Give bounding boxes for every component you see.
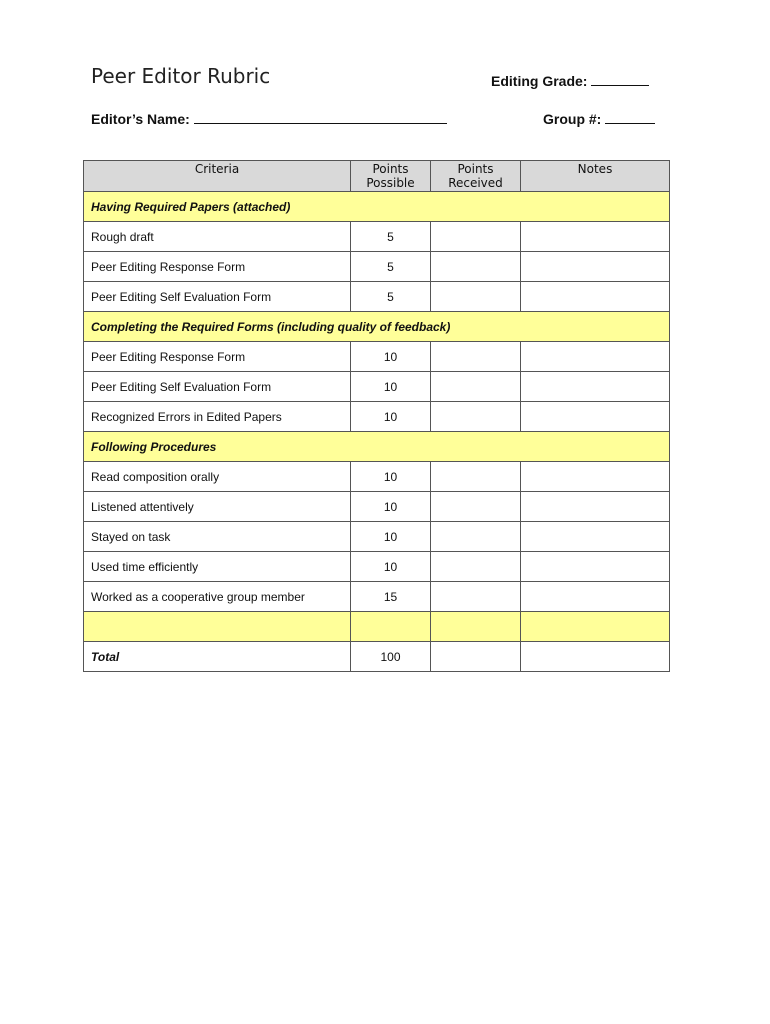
spacer-cell xyxy=(431,612,521,642)
criteria-cell: Peer Editing Response Form xyxy=(84,252,351,282)
section-row xyxy=(84,432,670,462)
notes-cell[interactable] xyxy=(521,282,670,312)
total-notes-cell[interactable] xyxy=(521,642,670,672)
spacer-cell xyxy=(521,612,670,642)
table-row xyxy=(84,282,670,312)
spacer-cell xyxy=(351,612,431,642)
table-row xyxy=(84,222,670,252)
header-points-possible-line2: Possible xyxy=(366,176,415,190)
table-row xyxy=(84,342,670,372)
criteria-cell: Read composition orally xyxy=(84,462,351,492)
group-number-blank[interactable] xyxy=(605,109,655,124)
criteria-cell: Used time efficiently xyxy=(84,552,351,582)
table-row xyxy=(84,582,670,612)
editing-grade-label: Editing Grade: xyxy=(491,73,588,89)
section-title: Having Required Papers (attached) xyxy=(84,192,670,222)
header-points-possible xyxy=(351,161,431,192)
criteria-cell: Peer Editing Self Evaluation Form xyxy=(84,282,351,312)
notes-cell[interactable] xyxy=(521,222,670,252)
points-received-cell[interactable] xyxy=(431,582,521,612)
spacer-row xyxy=(84,612,670,642)
table-row xyxy=(84,402,670,432)
table-row xyxy=(84,372,670,402)
section-row xyxy=(84,192,670,222)
total-label: Total xyxy=(84,642,351,672)
criteria-cell: Recognized Errors in Edited Papers xyxy=(84,402,351,432)
points-possible-cell: 5 xyxy=(351,282,431,312)
points-possible-cell: 10 xyxy=(351,552,431,582)
group-number-label: Group #: xyxy=(543,111,602,127)
points-received-cell[interactable] xyxy=(431,342,521,372)
header-criteria: Criteria xyxy=(84,161,351,192)
points-received-cell[interactable] xyxy=(431,522,521,552)
editing-grade-blank[interactable] xyxy=(591,71,649,86)
total-points-received-cell[interactable] xyxy=(431,642,521,672)
points-possible-cell: 5 xyxy=(351,252,431,282)
notes-cell[interactable] xyxy=(521,372,670,402)
notes-cell[interactable] xyxy=(521,402,670,432)
table-header-row xyxy=(84,161,670,192)
notes-cell[interactable] xyxy=(521,492,670,522)
criteria-cell: Peer Editing Response Form xyxy=(84,342,351,372)
points-received-cell[interactable] xyxy=(431,252,521,282)
points-received-cell[interactable] xyxy=(431,552,521,582)
notes-cell[interactable] xyxy=(521,342,670,372)
points-possible-cell: 10 xyxy=(351,522,431,552)
total-points-possible: 100 xyxy=(351,642,431,672)
points-received-cell[interactable] xyxy=(431,492,521,522)
spacer-cell xyxy=(84,612,351,642)
points-possible-cell: 10 xyxy=(351,402,431,432)
editor-name-label: Editor’s Name: xyxy=(91,111,190,127)
points-possible-cell: 10 xyxy=(351,372,431,402)
table-row xyxy=(84,552,670,582)
header-notes: Notes xyxy=(521,161,670,192)
header-points-received xyxy=(431,161,521,192)
points-possible-cell: 10 xyxy=(351,492,431,522)
criteria-cell: Rough draft xyxy=(84,222,351,252)
table-row xyxy=(84,252,670,282)
points-possible-cell: 5 xyxy=(351,222,431,252)
points-possible-cell: 15 xyxy=(351,582,431,612)
points-received-cell[interactable] xyxy=(431,402,521,432)
points-possible-cell: 10 xyxy=(351,462,431,492)
table-row xyxy=(84,522,670,552)
section-title: Following Procedures xyxy=(84,432,670,462)
header-points-possible-line1: Points xyxy=(372,162,409,176)
editing-grade-field xyxy=(491,71,649,89)
rubric-table xyxy=(83,160,670,672)
points-received-cell[interactable] xyxy=(431,282,521,312)
header-points-received-line1: Points xyxy=(457,162,494,176)
editor-name-blank[interactable] xyxy=(194,109,447,124)
group-number-field xyxy=(543,109,655,127)
notes-cell[interactable] xyxy=(521,252,670,282)
section-title: Completing the Required Forms (including quality of feedback) xyxy=(84,312,670,342)
notes-cell[interactable] xyxy=(521,522,670,552)
notes-cell[interactable] xyxy=(521,462,670,492)
page-title: Peer Editor Rubric xyxy=(91,64,271,88)
header-points-received-line2: Received xyxy=(448,176,503,190)
points-possible-cell: 10 xyxy=(351,342,431,372)
editor-name-field xyxy=(91,109,447,127)
criteria-cell: Peer Editing Self Evaluation Form xyxy=(84,372,351,402)
criteria-cell: Listened attentively xyxy=(84,492,351,522)
section-row xyxy=(84,312,670,342)
notes-cell[interactable] xyxy=(521,582,670,612)
notes-cell[interactable] xyxy=(521,552,670,582)
criteria-cell: Stayed on task xyxy=(84,522,351,552)
points-received-cell[interactable] xyxy=(431,462,521,492)
points-received-cell[interactable] xyxy=(431,222,521,252)
table-row xyxy=(84,462,670,492)
total-row xyxy=(84,642,670,672)
table-row xyxy=(84,492,670,522)
points-received-cell[interactable] xyxy=(431,372,521,402)
criteria-cell: Worked as a cooperative group member xyxy=(84,582,351,612)
